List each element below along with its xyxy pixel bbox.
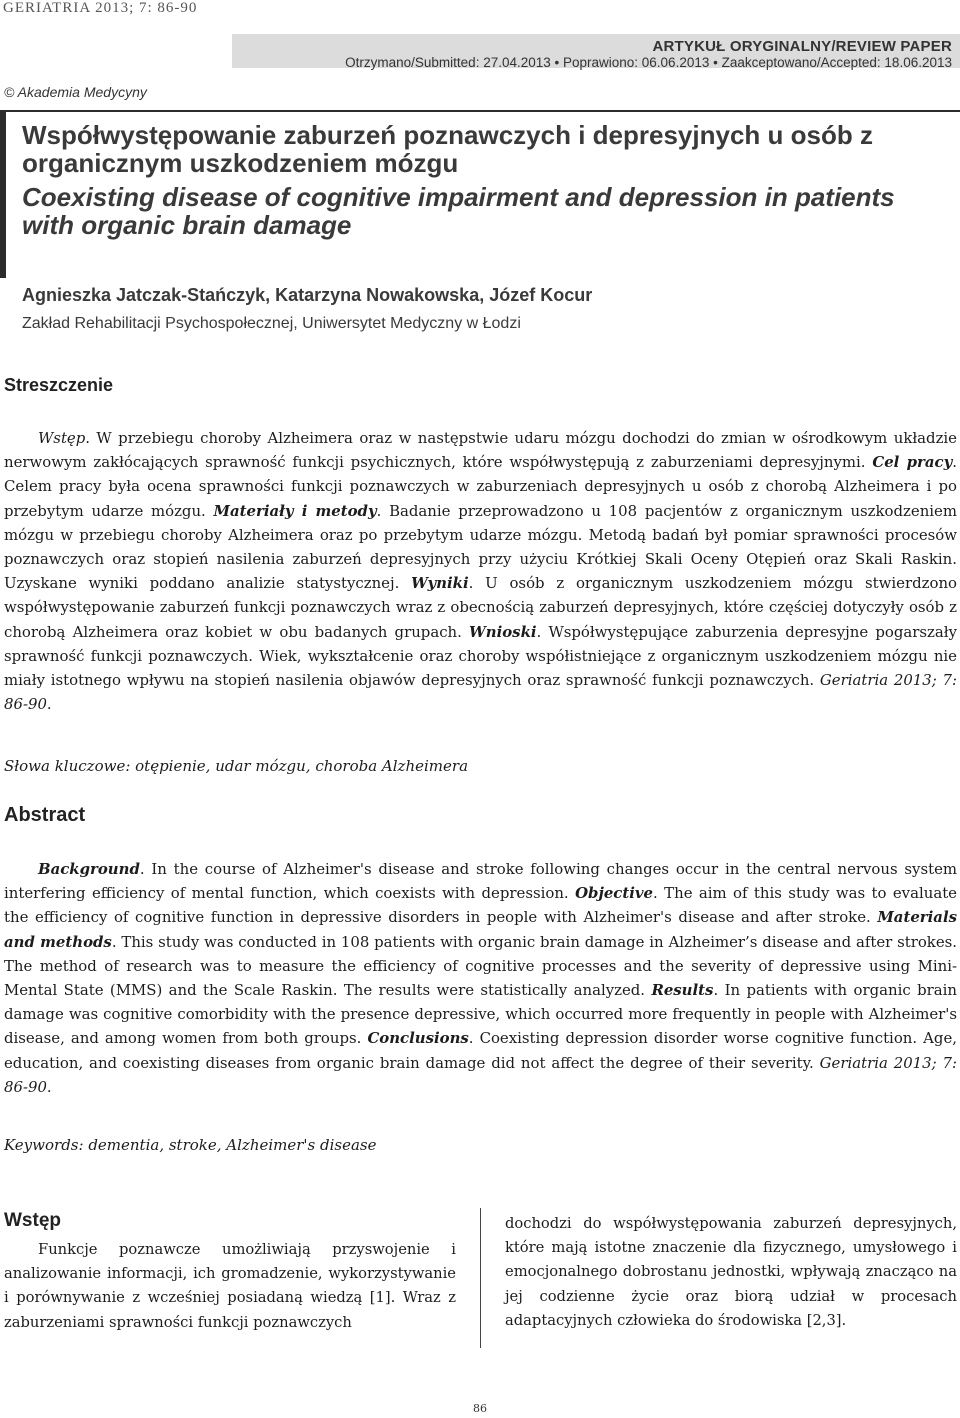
body-right-paragraph: dochodzi do współwystępowania zaburzeń depresyjnych, które mają istotne znaczenie dla fizycznego, umysłowego i emocjonalnego dobrostanu jednostki, wpływają znacząco na jej codzienne życie oraz biorą udział w procesach adaptacyjnych człowieka do środowiska [2,3].: [505, 1215, 957, 1329]
body-column-left: [4, 1238, 456, 1335]
streszczenie-intro-text: . W przebiegu choroby Alzheimera oraz w następstwie udaru mózgu dochodzi do zmian w ośrodkowym układzie nerwowym zakłócających sprawność funkcji psychicznych, które współwystępują z zaburzeniami depresyjnymi.: [4, 429, 957, 472]
streszczenie-methods-label: Materiały i metody: [213, 501, 377, 520]
column-divider: [480, 1208, 481, 1348]
title-polish: Współwystępowanie zaburzeń poznawczych i depresyjnych u osób z organicznym uszkodzeniem mózgu: [22, 120, 873, 178]
abstract-conclusions-label: Conclusions: [367, 1029, 469, 1048]
body-left-paragraph: Funkcje poznawcze umożliwiają przyswojenie i analizowanie informacji, ich gromadzenie, wykorzystywanie i porównywanie z wcześniej posiadaną wiedzą [1]. Wraz z zaburzeniami sprawności funkcji poznawczych: [4, 1241, 456, 1331]
abstract-background-label: Background: [38, 860, 140, 878]
streszczenie-results-label: Wyniki: [411, 574, 469, 593]
streszczenie-methods-text: . Badanie przeprowadzono u 108 pacjentów z organicznym uszkodzeniem mózgu w przebiegu choroby Alzheimera oraz po przebytym udarze mózgu. Metodą badań był pomiar sprawności procesów poznawczych oraz stopień nasilenia zaburzeń depresyjnych przy użyciu Krótkiej Skali Oceny Otępień oraz Skali Raskin. Uzyskane wyniki poddano analizie statystycznej.: [4, 501, 957, 593]
affiliation: Zakład Rehabilitacji Psychospołecznej, Uniwersytet Medyczny w Łodzi: [22, 315, 521, 332]
abstract-results-text: . In patients with organic brain damage was cognitive comorbidity with the presence depressive, which occurred more frequently in people with Alzheimer's disease, and among women from both groups.: [4, 981, 957, 1048]
article-type: ARTYKUŁ ORYGINALNY/REVIEW PAPER: [652, 38, 952, 55]
copyright-notice: © Akademia Medycyny: [4, 84, 147, 100]
abstract-objective-text: . The aim of this study was to evaluate the efficiency of cognitive function in depressive disorders in people with Alzheimer's disease and after stroke.: [4, 884, 957, 927]
abstract-keywords: Keywords: dementia, stroke, Alzheimer's disease: [4, 1136, 377, 1154]
abstract-results-label: Results: [651, 981, 714, 1000]
title-english: Coexisting disease of cognitive impairment and depression in patients with organic brain damage: [22, 182, 895, 240]
title-rule-vertical: [0, 110, 6, 278]
abstract-conclusions-text: . Coexisting depression disorder worse cognitive function. Age, education, and coexisting diseases from organic brain damage did not affect the degree of their severity.: [4, 1029, 957, 1072]
abstract-body: [4, 857, 957, 1099]
streszczenie-intro-label: Wstęp: [38, 429, 86, 447]
page-number: 86: [473, 1402, 487, 1415]
submission-dates: Otrzymano/Submitted: 27.04.2013 • Poprawiono: 06.06.2013 • Zaakceptowano/Accepted: 18.06.2013: [345, 55, 952, 70]
streszczenie-keywords: Słowa kluczowe: otępienie, udar mózgu, choroba Alzheimera: [4, 757, 469, 775]
journal-header: GERIATRIA 2013; 7: 86-90: [3, 0, 198, 16]
author-list: Agnieszka Jatczak-Stańczyk, Katarzyna Nowakowska, Józef Kocur: [22, 285, 593, 305]
abstract-citation: Geriatria 2013; 7: 86-90.: [4, 1053, 958, 1096]
streszczenie-conclusions-label: Wnioski: [469, 622, 537, 641]
abstract-methods-label: Materials and methods: [4, 908, 957, 951]
abstract-background-text: . In the course of Alzheimer's disease and stroke following changes occur in the central nervous system interfering efficiency of mental function, which coexists with depression.: [4, 860, 957, 903]
abstract-heading: Abstract: [4, 804, 86, 826]
section-heading-wstep: Wstęp: [4, 1210, 61, 1231]
streszczenie-citation: Geriatria 2013; 7: 86-90.: [4, 671, 958, 714]
title-rule-horizontal: [0, 110, 960, 112]
streszczenie-results-text: . U osób z organicznym uszkodzeniem mózgu stwierdzono współwystępowanie zaburzeń funkcji poznawczych wraz z obecnością zaburzeń depresyjnych, które częściej dotyczyły osób z chorobą Alzheimera oraz kobiet w obu badanych grupach.: [4, 574, 958, 641]
streszczenie-aim-text: . Celem pracy była ocena sprawności funkcji poznawczych w zaburzeniach depresyjnych u osób z chorobą Alzheimera i po przebytym udarze mózgu.: [4, 453, 957, 520]
streszczenie-conclusions-text: . Współwystępujące zaburzenia depresyjne pogarszały sprawność funkcji poznawczych. Wiek, wykształcenie oraz choroby współistniejące z organicznym uszkodzeniem mózgu nie miały istotnego wpływu na stopień nasilenia objawów depresyjnych oraz sprawność funkcji poznawczych.: [4, 622, 957, 690]
abstract-objective-label: Objective: [575, 884, 654, 903]
streszczenie-body: [4, 426, 957, 716]
streszczenie-heading: Streszczenie: [4, 375, 114, 395]
streszczenie-aim-label: Cel pracy: [872, 453, 953, 472]
body-column-right: [505, 1212, 957, 1333]
abstract-methods-text: . This study was conducted in 108 patients with organic brain damage in Alzheimer’s disease and after strokes. The method of research was to measure the efficiency of cognitive processes and the severity of depressive using Mini-Mental State (MMS) and the Scale Raskin. The results were statistically analyzed.: [4, 932, 958, 1000]
